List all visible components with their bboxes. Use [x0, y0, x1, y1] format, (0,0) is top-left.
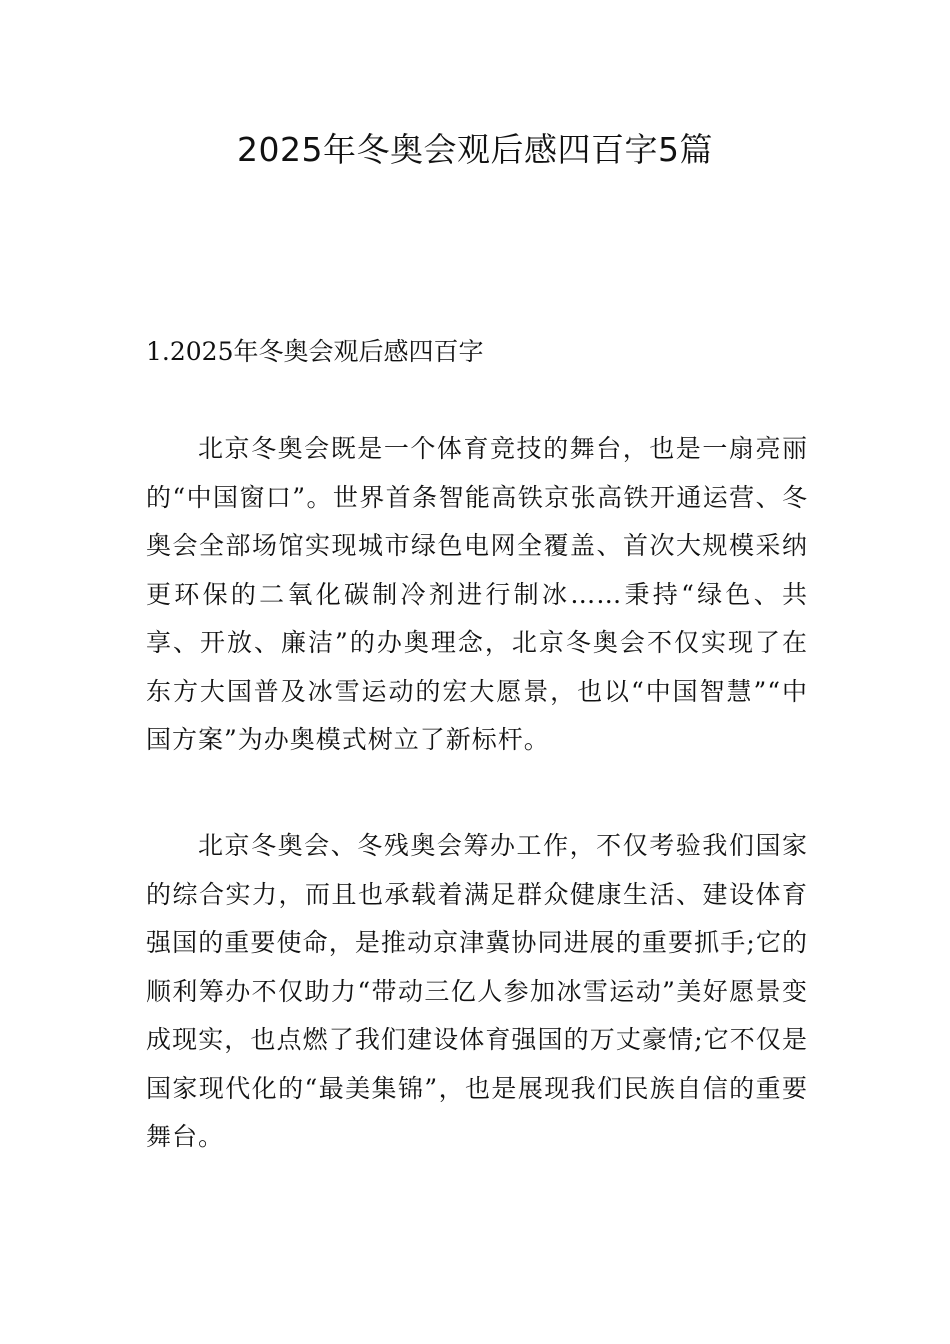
- document-title: 2025年冬奥会观后感四百字5篇: [237, 130, 713, 169]
- paragraph-2: 北京冬奥会、冬残奥会筹办工作，不仅考验我们国家的综合实力，而且也承载着满足群众健康生活、建设体育强国的重要使命，是推动京津冀协同进展的重要抓手;它的顺利筹办不仅助力“带动三亿人参加冰雪运动”美好愿景变成现实，也点燃了我们建设体育强国的万丈豪情;它不仅是国家现代化的“最美集锦”，也是展现我们民族自信的重要舞台。: [146, 831, 808, 1151]
- paragraph-1: 北京冬奥会既是一个体育竞技的舞台，也是一扇亮丽的“中国窗口”。世界首条智能高铁京张高铁开通运营、冬奥会全部场馆实现城市绿色电网全覆盖、首次大规模采纳更环保的二氧化碳制冷剂进行制冰……秉持“绿色、共享、开放、廉洁”的办奥理念，北京冬奥会不仅实现了在东方大国普及冰雪运动的宏大愿景，也以“中国智慧”“中国方案”为办奥模式树立了新标杆。: [146, 434, 808, 754]
- section-heading: 1.2025年冬奥会观后感四百字: [146, 337, 484, 366]
